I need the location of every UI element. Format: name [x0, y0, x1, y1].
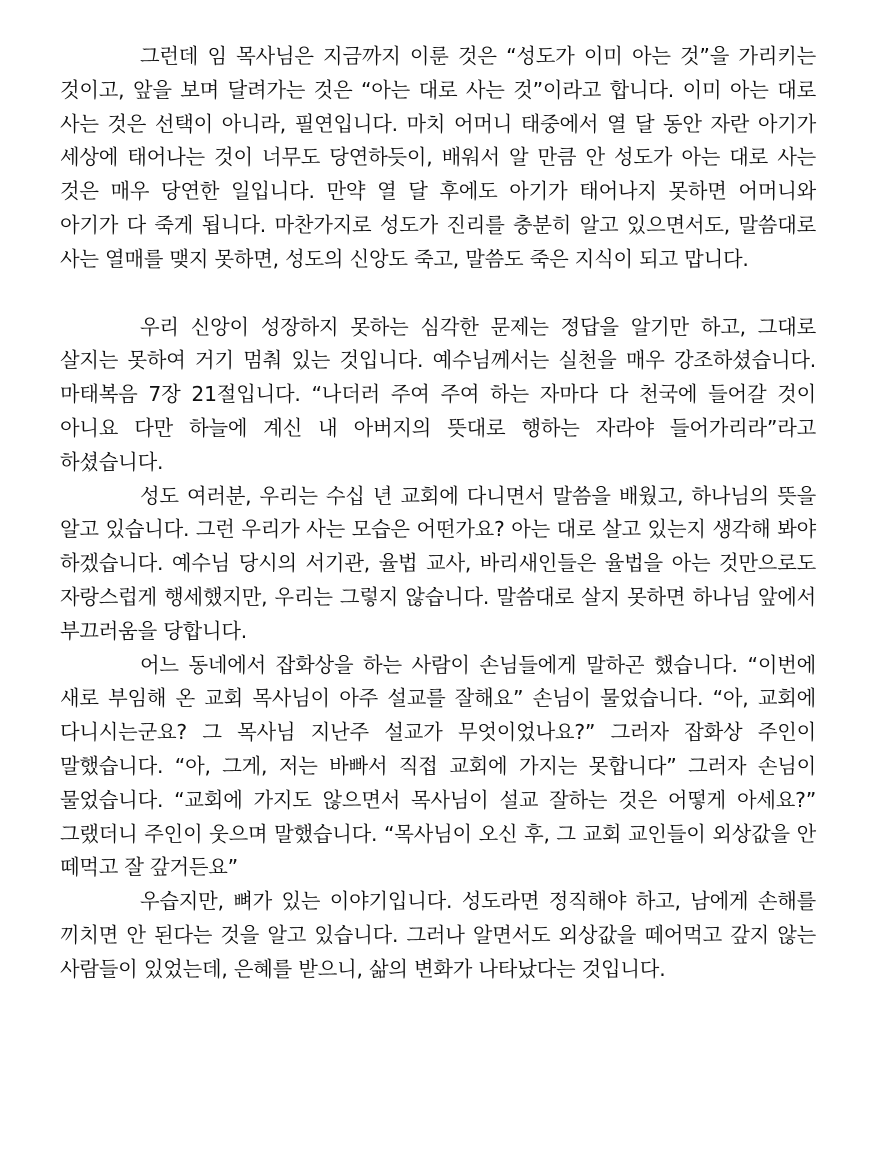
paragraph-knowing-vs-living: 그런데 임 목사님은 지금까지 이룬 것은 “성도가 이미 아는 것”을 가리키는 것이고, 앞을 보며 달려가는 것은 “아는 대로 사는 것”이라고 합니다. 이미 아는 대로 사는 것은 선택이 아니라, 필연입니다. 마치 어머니 태중에서 열 달 동안 자란 아기가 세상에 태어나는 것이 너무도 당연하듯이, 배워서 알 만큼 안 성도가 아는 대로 사는 것은 매우 당연한 일입니다. 만약 열 달 후에도 아기가 태어나지 못하면 어머니와 아기가 다 죽게 됩니다. 마찬가지로 성도가 진리를 충분히 알고 있으면서도, 말씀대로 사는 열매를 맺지 못하면, 성도의 신앙도 죽고, 말씀도 죽은 지식이 되고 맙니다.: [60, 44, 816, 271]
paragraph-story-meaning: 우습지만, 뼈가 있는 이야기입니다. 성도라면 정직해야 하고, 남에게 손해를 끼치면 안 된다는 것을 알고 있습니다. 그러나 알면서도 외상값을 떼어먹고 갚지 않는 사람들이 있었는데, 은혜를 받으니, 삶의 변화가 나타났다는 것입니다.: [60, 889, 816, 981]
paragraph-how-we-live: 성도 여러분, 우리는 수십 년 교회에 다니면서 말씀을 배웠고, 하나님의 뜻을 알고 있습니다. 그런 우리가 사는 모습은 어떤가요? 아는 대로 살고 있는지 생각해 봐야 하겠습니다. 예수님 당시의 서기관, 율법 교사, 바리새인들은 율법을 아는 것만으로도 자랑스럽게 행세했지만, 우리는 그렇지 않습니다. 말씀대로 살지 못하면 하나님 앞에서 부끄러움을 당합니다.: [60, 483, 816, 643]
document-page: [60, 40, 816, 987]
paragraph-shopkeeper-story: 어느 동네에서 잡화상을 하는 사람이 손님들에게 말하곤 했습니다. “이번에 새로 부임해 온 교회 목사님이 아주 설교를 잘해요” 손님이 물었습니다. “아, 교회에 다니시는군요? 그 목사님 지난주 설교가 무엇이었나요?” 그러자 잡화상 주인이 말했습니다. “아, 그게, 저는 바빠서 직접 교회에 가지는 못합니다” 그러자 손님이 물었습니다. “교회에 가지도 않으면서 목사님이 설교 잘하는 것은 어떻게 아세요?” 그랬더니 주인이 웃으며 말했습니다. “목사님이 오신 후, 그 교회 교인들이 외상값을 안 떼먹고 잘 갚거든요”: [60, 652, 816, 880]
paragraph-faith-not-growing: 우리 신앙이 성장하지 못하는 심각한 문제는 정답을 알기만 하고, 그대로 살지는 못하여 거기 멈춰 있는 것입니다. 예수님께서는 실천을 매우 강조하셨습니다. 마태복음 7장 21절입니다. “나더러 주여 주여 하는 자마다 다 천국에 들어갈 것이 아니요 다만 하늘에 계신 내 아버지의 뜻대로 행하는 자라야 들어가리라”라고 하셨습니다.: [60, 314, 816, 474]
paragraph-spacer: [60, 277, 816, 311]
